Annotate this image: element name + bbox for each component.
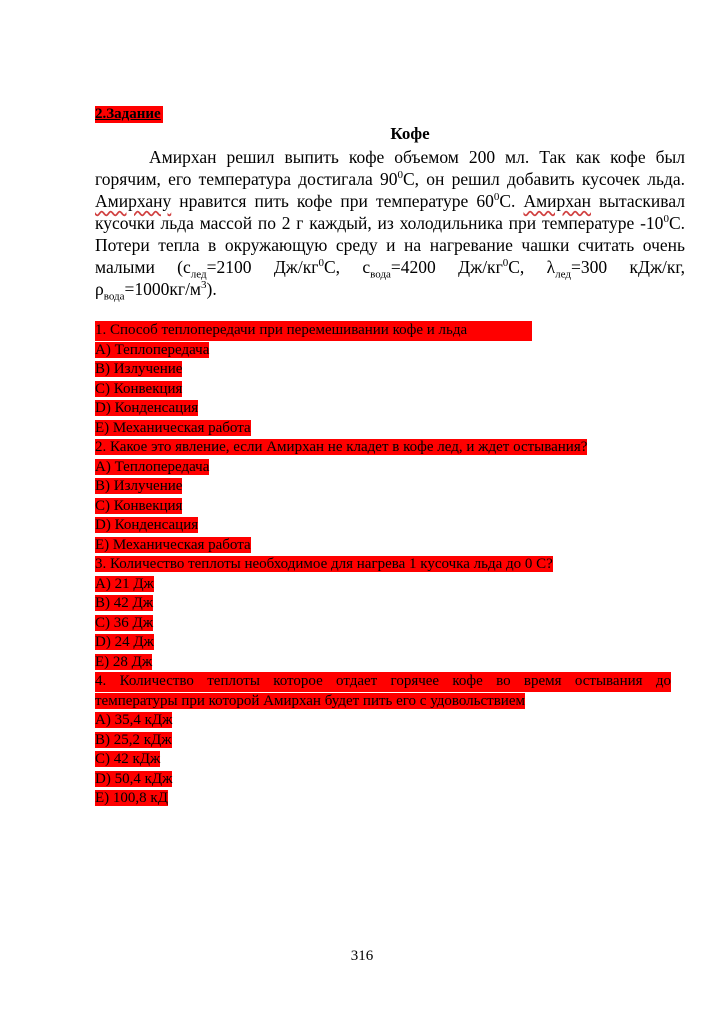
question-3-option-a: A) 21 Дж [95, 575, 154, 592]
paragraph-line-7: $\rho_{вода}=1000кг/м^3$). [95, 279, 217, 303]
paragraph-line-3: Амирхану нравится пить кофе при температуре $60^0С$. Амирхан вытаскивал [95, 191, 685, 211]
question-2-option-a: A) Теплопередача [95, 458, 210, 475]
paragraph-line-6: малыми ($с_{лед}=2100$ $Дж/кг^0С$, $с_{вода}=4200$ $Дж/кг^0С$, $\lambda_{лед}=300$ кДж/кг, [95, 257, 685, 281]
paragraph-line-4: кусочки льда массой по 2 г каждый, из холодильника при температуре $-10^0С$. [95, 213, 685, 233]
paragraph-line-2: горячим, его температура достигала $90^0С$, он решил добавить кусочек льда. [95, 169, 685, 189]
question-1-option-d: D) Конденсация [95, 400, 199, 416]
page-number: 316 [350, 948, 374, 964]
question-3: 3. Количество теплоты необходимое для нагрева 1 кусочка льда до 0 С? [95, 556, 553, 572]
question-1: 1. Способ теплопередачи при перемешивании кофе и льда [95, 321, 685, 341]
paragraph-line-5: Потери тепла в окружающую среду и на нагревание чашки считать очень [95, 235, 685, 255]
question-3-option-e: E) 28 Дж [95, 653, 153, 670]
paragraph-line-1: Амирхан решил выпить кофе объемом 200 мл. Так как кофе был [149, 147, 685, 167]
spellcheck-word: Амирхан [523, 191, 591, 211]
question-2-option-c: C) Конвекция [95, 497, 183, 514]
document-title: Кофе [390, 124, 430, 143]
question-1-option-c: C) Конвекция [95, 380, 183, 397]
question-3-option-c: C) 36 Дж [95, 614, 154, 631]
question-list [95, 321, 685, 809]
question-4-option-a: A) 35,4 кДж [95, 712, 173, 728]
question-2: 2. Какое это явление, если Амирхан не кладет в кофе лед, и ждет остывания? [95, 439, 588, 455]
question-4-line-1: 4. Количество теплоты которое отдает горячее кофе во время остывания до [95, 672, 671, 692]
spellcheck-word: Амирхану [95, 191, 172, 211]
question-4-option-b: B) 25,2 кДж [95, 731, 172, 748]
question-3-option-b: B) 42 Дж [95, 595, 154, 611]
question-2-option-b: B) Излучение [95, 478, 183, 494]
section-label: 2.Задание [95, 106, 161, 122]
question-1-option-a: A) Теплопередача [95, 341, 210, 358]
question-4-option-e: E) 100,8 кД [95, 790, 168, 806]
question-2-option-d: D) Конденсация [95, 517, 199, 533]
question-4-option-c: C) 42 кДж [95, 751, 161, 767]
question-2-option-e: E) Механическая работа [95, 536, 251, 553]
question-4-line-2: температуры при которой Амирхан будет пить его с удовольствием [95, 692, 525, 709]
question-1-option-e: E) Механическая работа [95, 419, 251, 436]
question-1-option-b: B) Излучение [95, 361, 183, 377]
problem-paragraph [95, 146, 685, 303]
question-4-option-d: D) 50,4 кДж [95, 770, 173, 787]
question-3-option-d: D) 24 Дж [95, 634, 154, 650]
